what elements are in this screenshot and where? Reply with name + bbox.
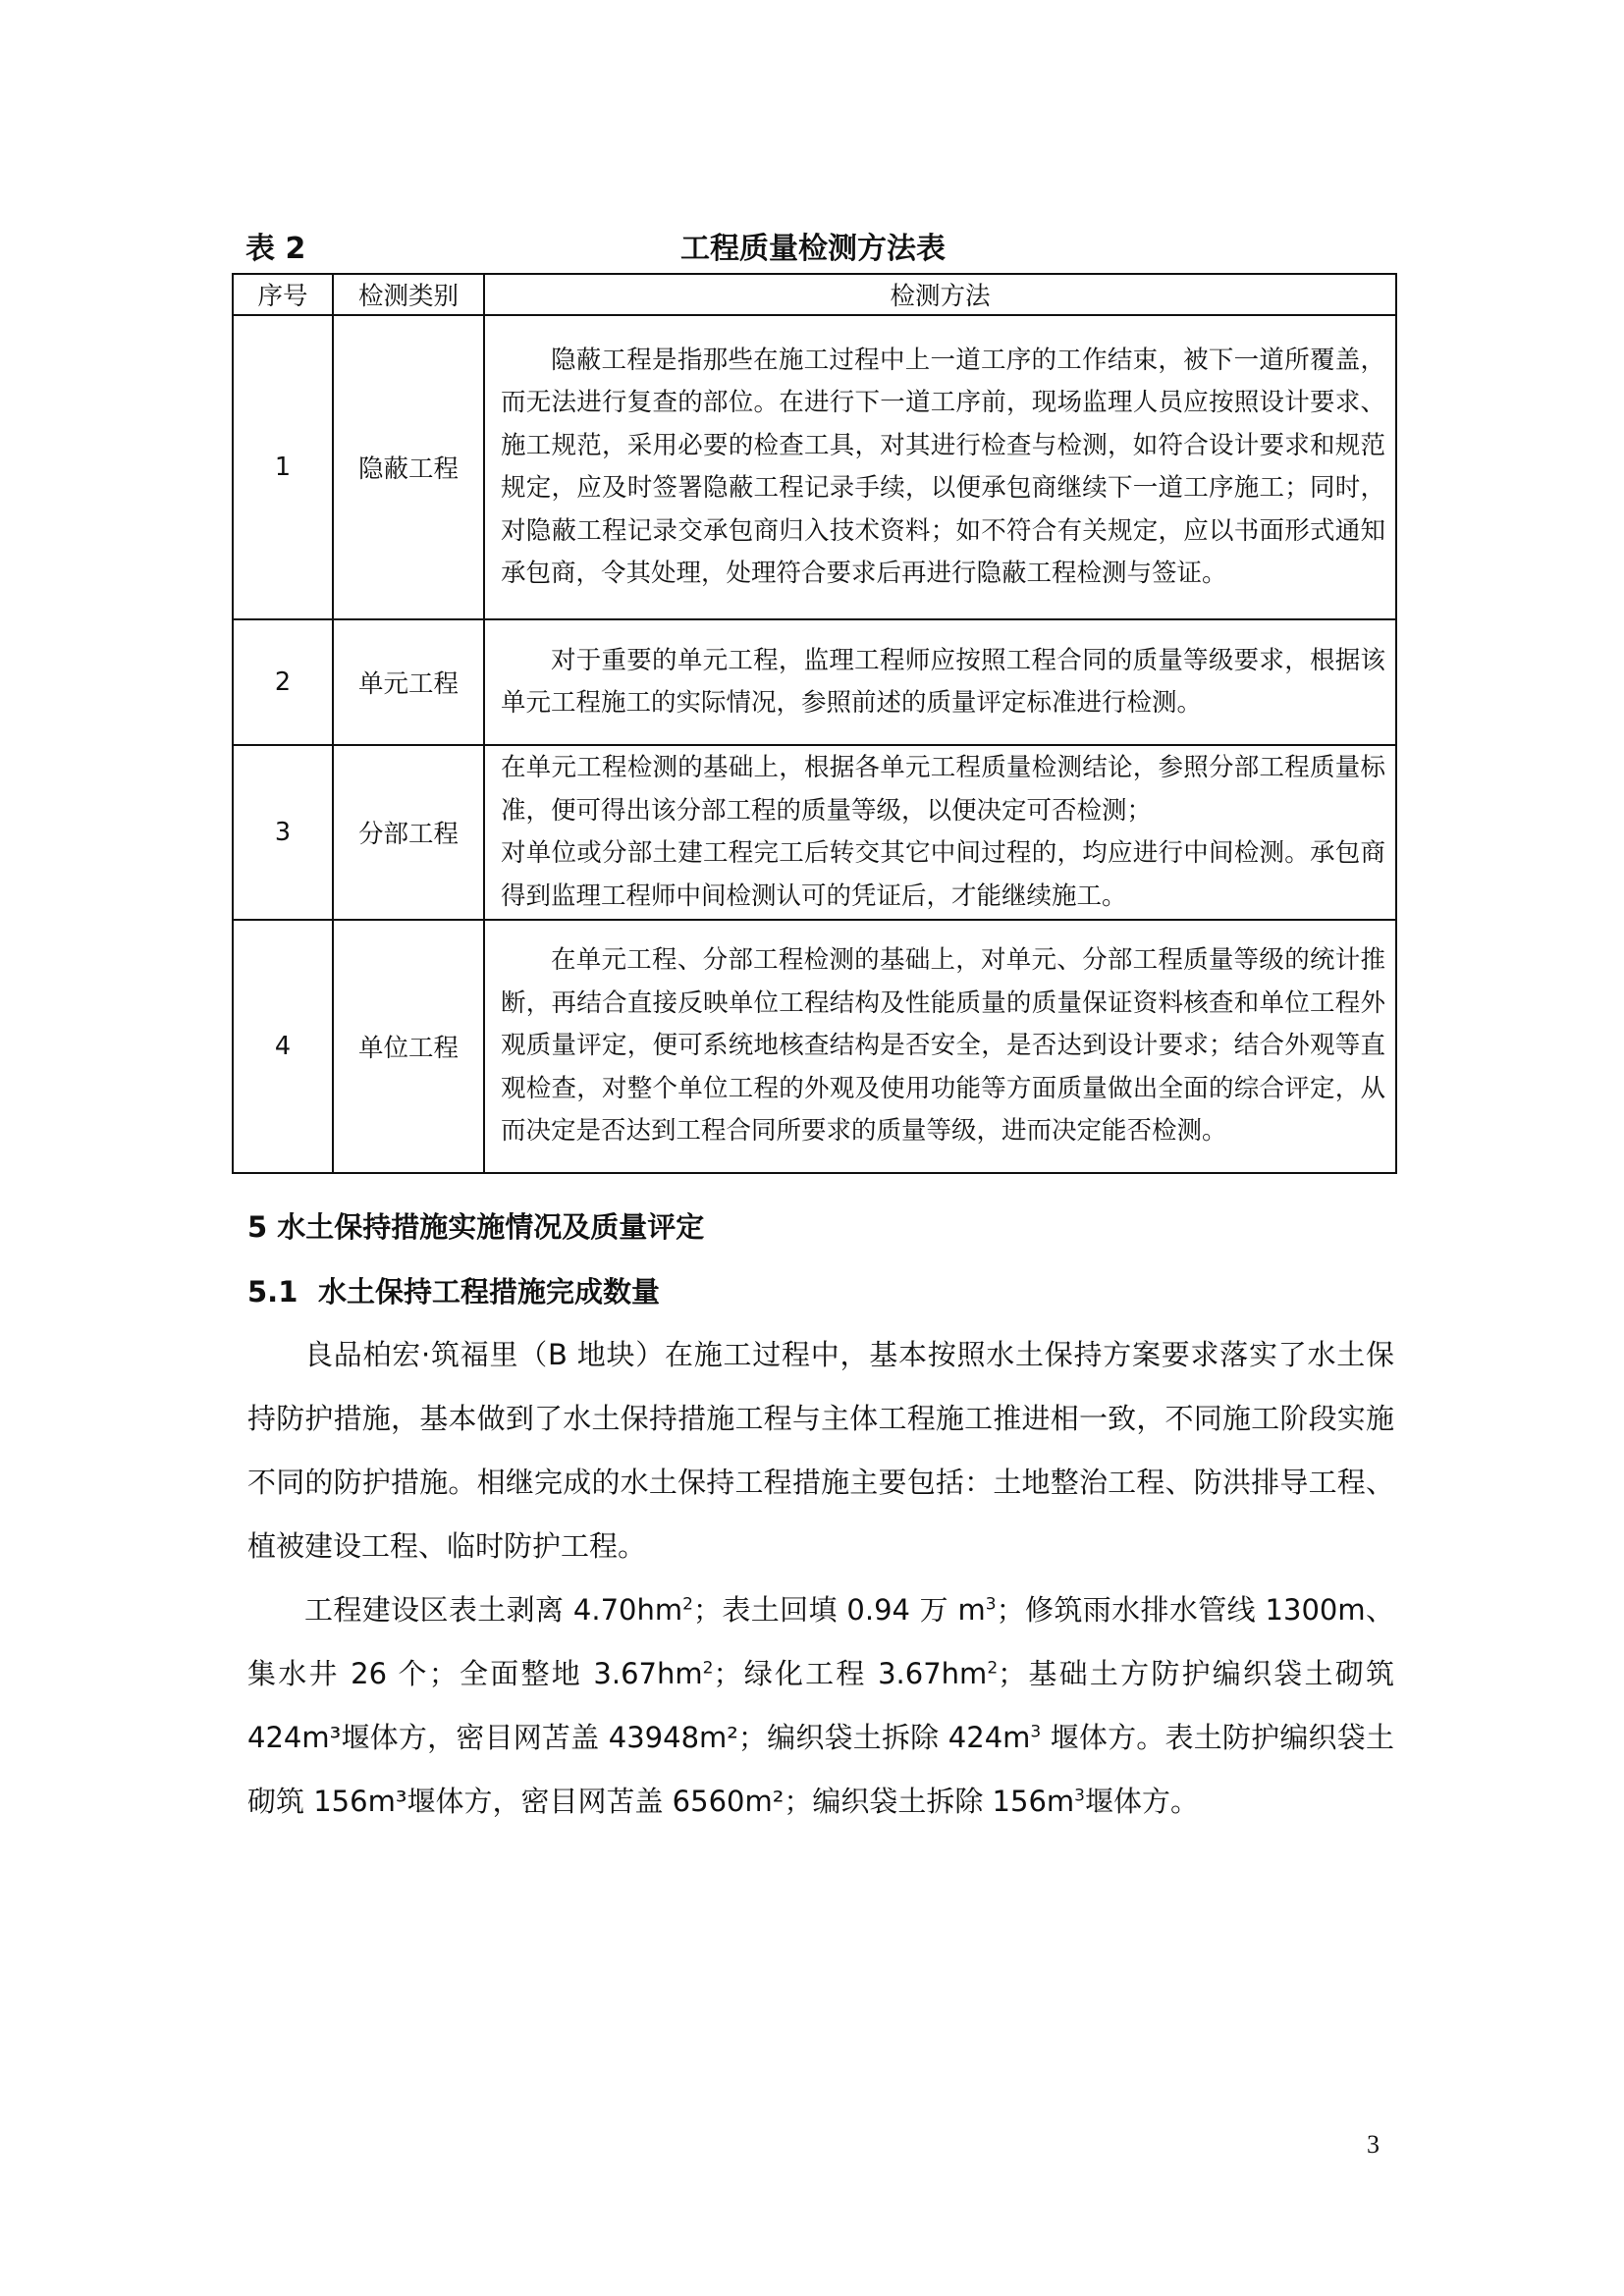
- paragraph-overview: [247, 1323, 1394, 1578]
- text-run: ；表土回填 0.94 万 m: [692, 1593, 986, 1627]
- text-run: ；基础土方防护编织袋土砌筑 424m³堰体方，密目网苫盖 43948m²；编织袋土拆除 424m: [247, 1657, 1394, 1754]
- header-method: 检测方法: [484, 274, 1396, 315]
- superscript: 2: [702, 1658, 714, 1679]
- row-method: 对于重要的单元工程，监理工程师应按照工程合同的质量等级要求，根据该单元工程施工的实际情况，参照前述的质量评定标准进行检测。: [484, 619, 1396, 745]
- subsection-heading: [247, 1270, 660, 1310]
- row-category: 单位工程: [333, 920, 484, 1173]
- row-serial: 3: [233, 745, 333, 920]
- superscript: 2: [987, 1658, 999, 1679]
- text-run: 工程建设区表土剥离 4.70hm: [304, 1593, 683, 1627]
- table-title: 工程质量检测方法表: [680, 232, 946, 266]
- text-run: 堰体方。: [1085, 1785, 1200, 1818]
- superscript: 3: [985, 1594, 997, 1615]
- section-heading: 5 水土保持措施实施情况及质量评定: [247, 1210, 705, 1244]
- table-row: [233, 920, 1396, 1173]
- subsection-number: 5.1: [247, 1275, 298, 1308]
- row-serial: 1: [233, 315, 333, 619]
- superscript: 3: [1030, 1722, 1042, 1742]
- paragraph-text: [247, 1578, 1394, 1834]
- superscript: 2: [682, 1594, 693, 1615]
- table-row: [233, 745, 1396, 920]
- row-category: 隐蔽工程: [333, 315, 484, 619]
- row-category: 分部工程: [333, 745, 484, 920]
- row-method-part-2: 对单位或分部土建工程完工后转交其它中间过程的，均应进行中间检测。承包商得到监理工程师中间检测认可的凭证后，才能继续施工。: [501, 838, 1385, 911]
- row-category: 单元工程: [333, 619, 484, 745]
- text-run: ；修筑雨水排水管线 1300m、集水井 26 个；全面整地 3.67hm: [247, 1593, 1394, 1690]
- table-row: [233, 315, 1396, 619]
- quality-inspection-table: [232, 273, 1397, 1174]
- paragraph-text: 良品柏宏·筑福里（B 地块）在施工过程中，基本按照水土保持方案要求落实了水土保持防护措施，基本做到了水土保持措施工程与主体工程施工推进相一致，不同施工阶段实施不同的防护措施。相继完成的水土保持工程措施主要包括：土地整治工程、防洪排导工程、植被建设工程、临时防护工程。: [247, 1338, 1394, 1563]
- row-method-part-1: 在单元工程检测的基础上，根据各单元工程质量检测结论，参照分部工程质量标准，便可得出该分部工程的质量等级，以便决定可否检测；: [501, 753, 1385, 826]
- page-number: 3: [1367, 2130, 1380, 2159]
- table-caption: [232, 218, 1394, 269]
- row-method: 在单元工程、分部工程检测的基础上，对单元、分部工程质量等级的统计推断，再结合直接反映单位工程结构及性能质量的质量保证资料核查和单位工程外观质量评定，便可系统地核查结构是否安全，是否达到设计要求；结合外观等直观检查，对整个单位工程的外观及使用功能等方面质量做出全面的综合评定，从而决定是否达到工程合同所要求的质量等级，进而决定能否检测。: [484, 920, 1396, 1173]
- paragraph-quantities: [247, 1578, 1394, 1834]
- table-header-row: [233, 274, 1396, 315]
- row-method: 隐蔽工程是指那些在施工过程中上一道工序的工作结束，被下一道所覆盖，而无法进行复查的部位。在进行下一道工序前，现场监理人员应按照设计要求、施工规范，采用必要的检查工具，对其进行检查与检测，如符合设计要求和规范规定，应及时签署隐蔽工程记录手续，以便承包商继续下一道工序施工；同时，对隐蔽工程记录交承包商归入技术资料；如不符合有关规定，应以书面形式通知承包商，令其处理，处理符合要求后再进行隐蔽工程检测与签证。: [484, 315, 1396, 619]
- table-row: [233, 619, 1396, 745]
- text-run: 堰体方。表土防护编织袋土砌筑 156m³堰体方，密目网苫盖 6560m²；编织袋土拆除 156m: [247, 1721, 1394, 1818]
- row-serial: 4: [233, 920, 333, 1173]
- table-label: 表 2: [245, 232, 306, 266]
- row-method: [484, 745, 1396, 920]
- subsection-title: 水土保持工程措施完成数量: [318, 1275, 661, 1308]
- header-category: 检测类别: [333, 274, 484, 315]
- text-run: ；绿化工程 3.67hm: [713, 1657, 988, 1690]
- header-serial: 序号: [233, 274, 333, 315]
- superscript: 3: [1074, 1786, 1085, 1806]
- row-serial: 2: [233, 619, 333, 745]
